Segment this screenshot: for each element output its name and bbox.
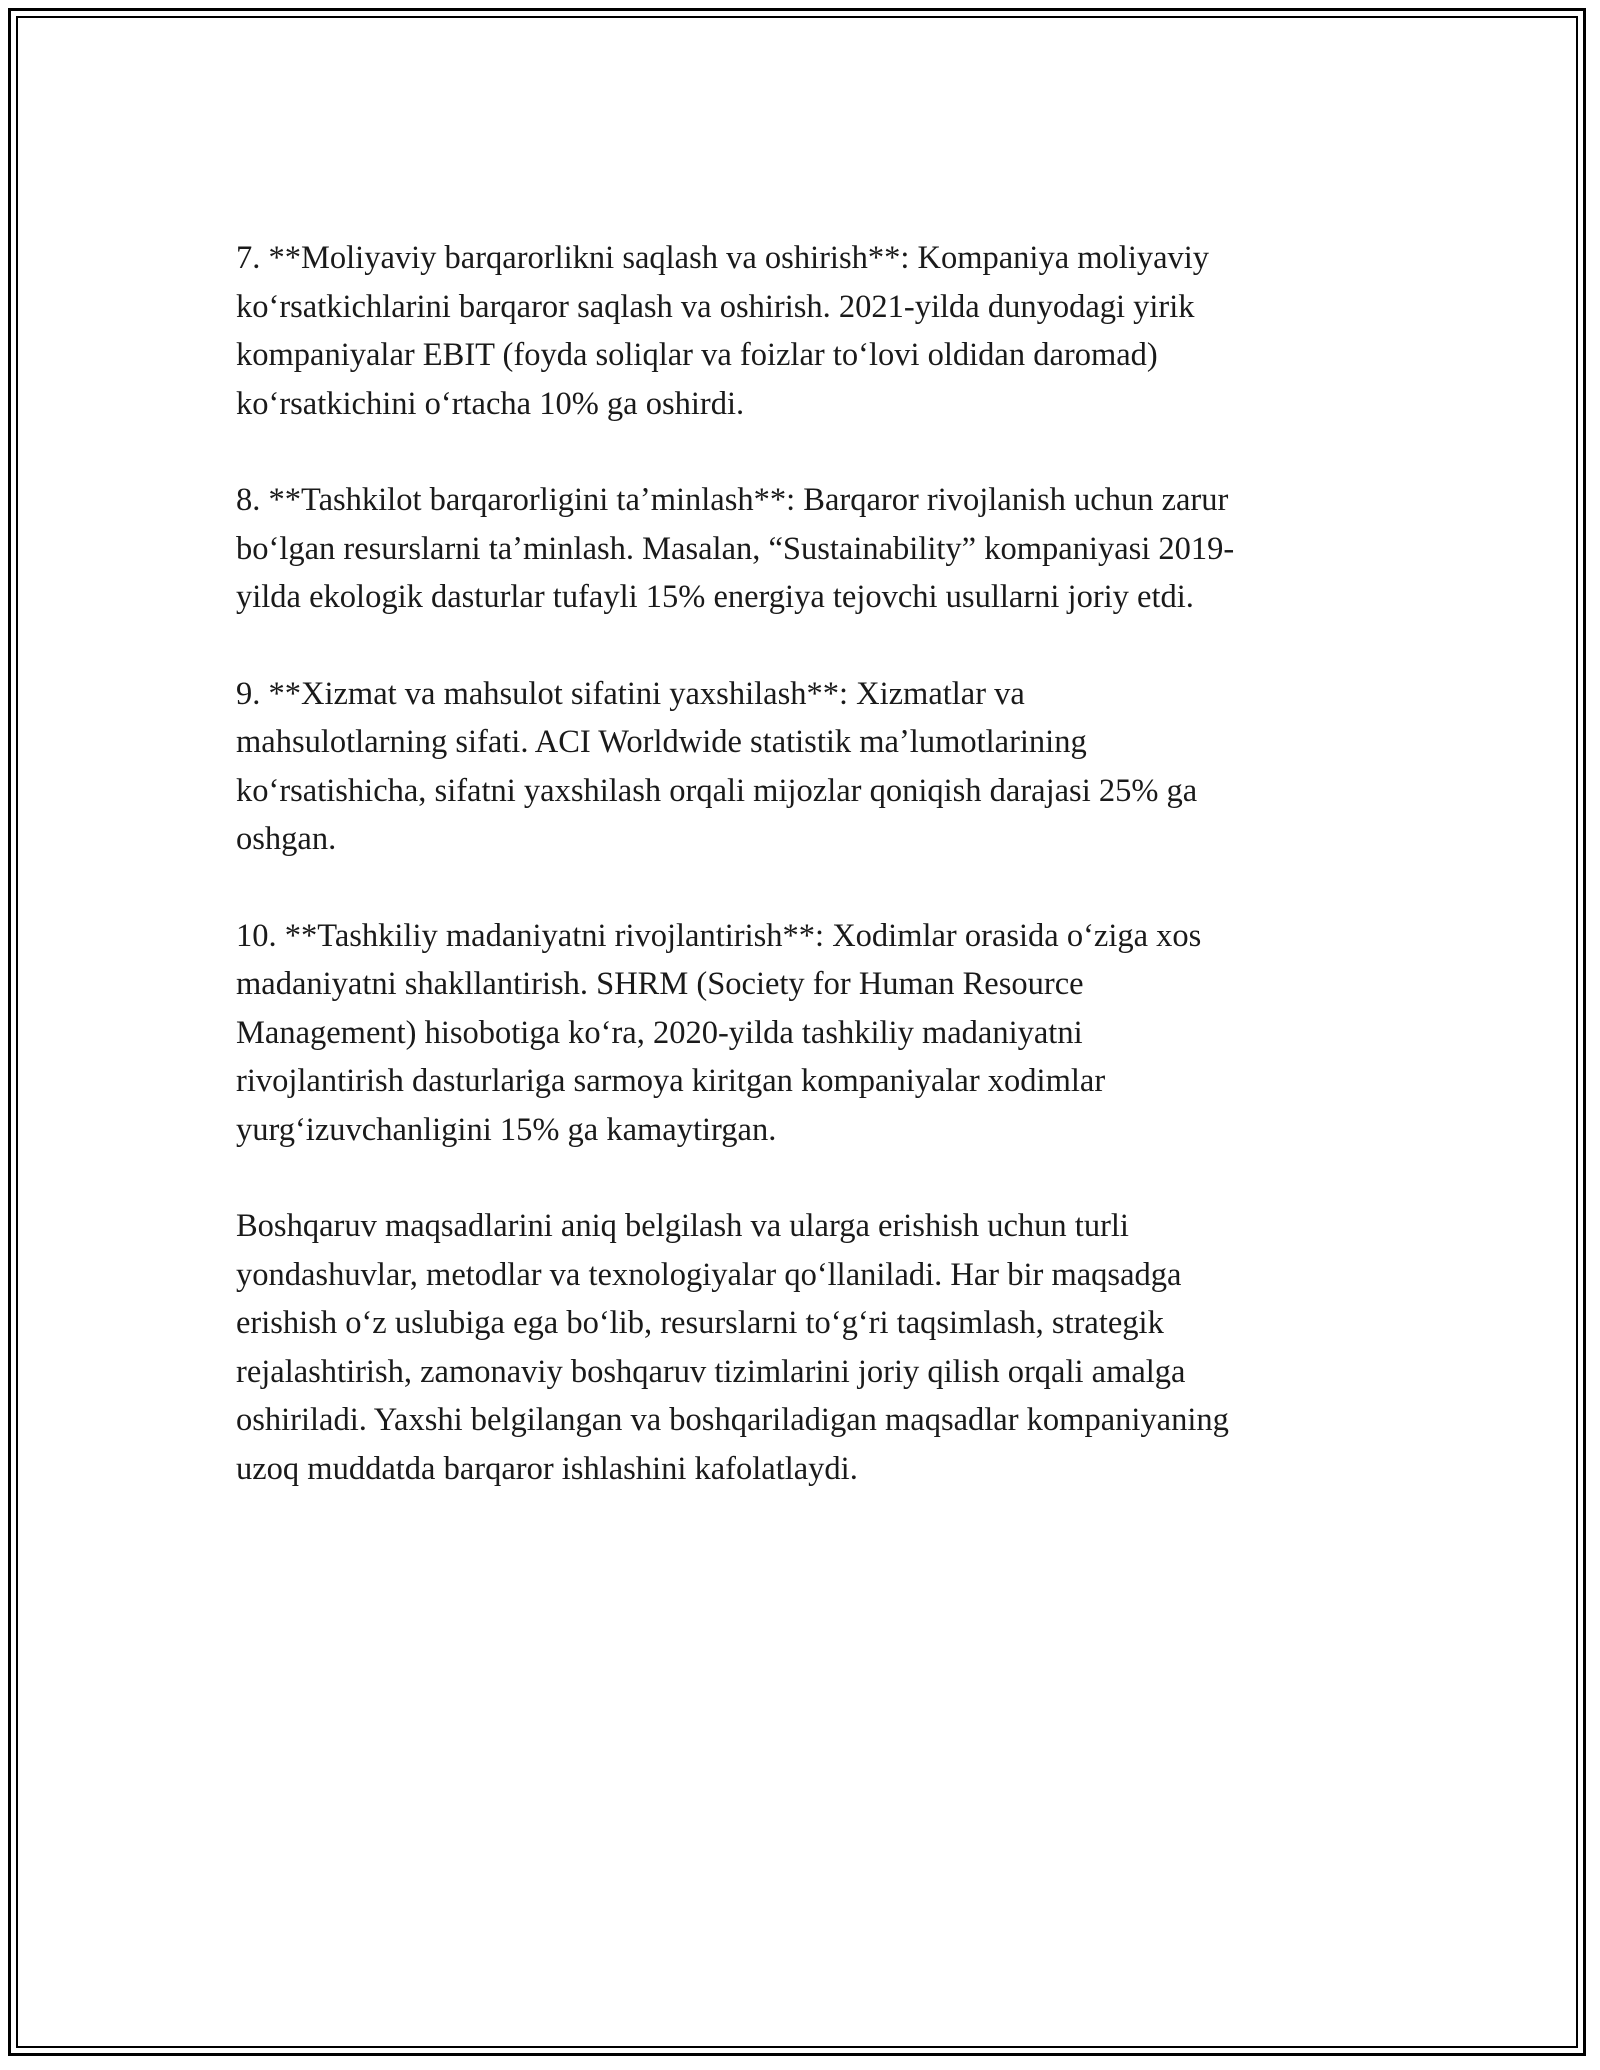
text-line: madaniyatni shakllantirish. SHRM (Society for Human Resource [236, 966, 1084, 1002]
text-line: mahsulotlarning sifati. ACI Worldwide statistik maʼlumotlarining [236, 724, 1087, 760]
text-line: rivojlantirish dasturlariga sarmoya kiritgan kompaniyalar xodimlar [236, 1063, 1106, 1099]
document-body [236, 234, 1381, 1541]
text-line: yilda ekologik dasturlar tufayli 15% energiya tejovchi usullarni joriy etdi. [236, 579, 1194, 615]
text-line: oshiriladi. Yaxshi belgilangan va boshqariladigan maqsadlar kompaniyaning [236, 1402, 1229, 1438]
paragraph-item-10 [236, 912, 1381, 1155]
text-line: 7. **Moliyaviy barqarorlikni saqlash va oshirish**: Kompaniya moliyaviy [236, 240, 1210, 276]
text-line: oshgan. [236, 821, 337, 857]
text-line: 10. **Tashkiliy madaniyatni rivojlantirish**: Xodimlar orasida oʻziga xos [236, 917, 1202, 954]
text-line: erishish oʻz uslubiga ega boʻlib, resurslarni toʻgʻri taqsimlash, strategik [236, 1305, 1164, 1341]
paragraph-conclusion [236, 1202, 1381, 1493]
text-line: boʻlgan resurslarni taʼminlash. Masalan, “Sustainability” kompaniyasi 2019- [236, 530, 1235, 567]
paragraph-item-7 [236, 234, 1381, 428]
text-line: kompaniyalar EBIT (foyda soliqlar va foizlar toʻlovi oldidan daromad) [236, 337, 1158, 373]
text-line: yondashuvlar, metodlar va texnologiyalar qoʻllaniladi. Har bir maqsadga [236, 1256, 1182, 1293]
text-line: Management) hisobotiga koʻra, 2020-yilda tashkiliy madaniyatni [236, 1014, 1083, 1051]
text-line: koʻrsatkichini oʻrtacha 10% ga oshirdi. [236, 385, 745, 422]
text-line: 9. **Xizmat va mahsulot sifatini yaxshilash**: Xizmatlar va [236, 675, 1025, 712]
text-line: yurgʻizuvchanligini 15% ga kamaytirgan. [236, 1111, 777, 1148]
text-line: koʻrsatishicha, sifatni yaxshilash orqali mijozlar qoniqish darajasi 25% ga [236, 772, 1198, 809]
text-line: koʻrsatkichlarini barqaror saqlash va oshirish. 2021-yilda dunyodagi yirik [236, 288, 1195, 325]
paragraph-item-9 [236, 670, 1381, 864]
paragraph-item-8 [236, 476, 1381, 622]
text-line: 8. **Tashkilot barqarorligini taʼminlash**: Barqaror rivojlanish uchun zarur [236, 482, 1229, 518]
text-line: rejalashtirish, zamonaviy boshqaruv tizimlarini joriy qilish orqali amalga [236, 1353, 1186, 1390]
text-line: Boshqaruv maqsadlarini aniq belgilash va ularga erishish uchun turli [236, 1208, 1129, 1244]
text-line: uzoq muddatda barqaror ishlashini kafolatlaydi. [236, 1450, 858, 1487]
